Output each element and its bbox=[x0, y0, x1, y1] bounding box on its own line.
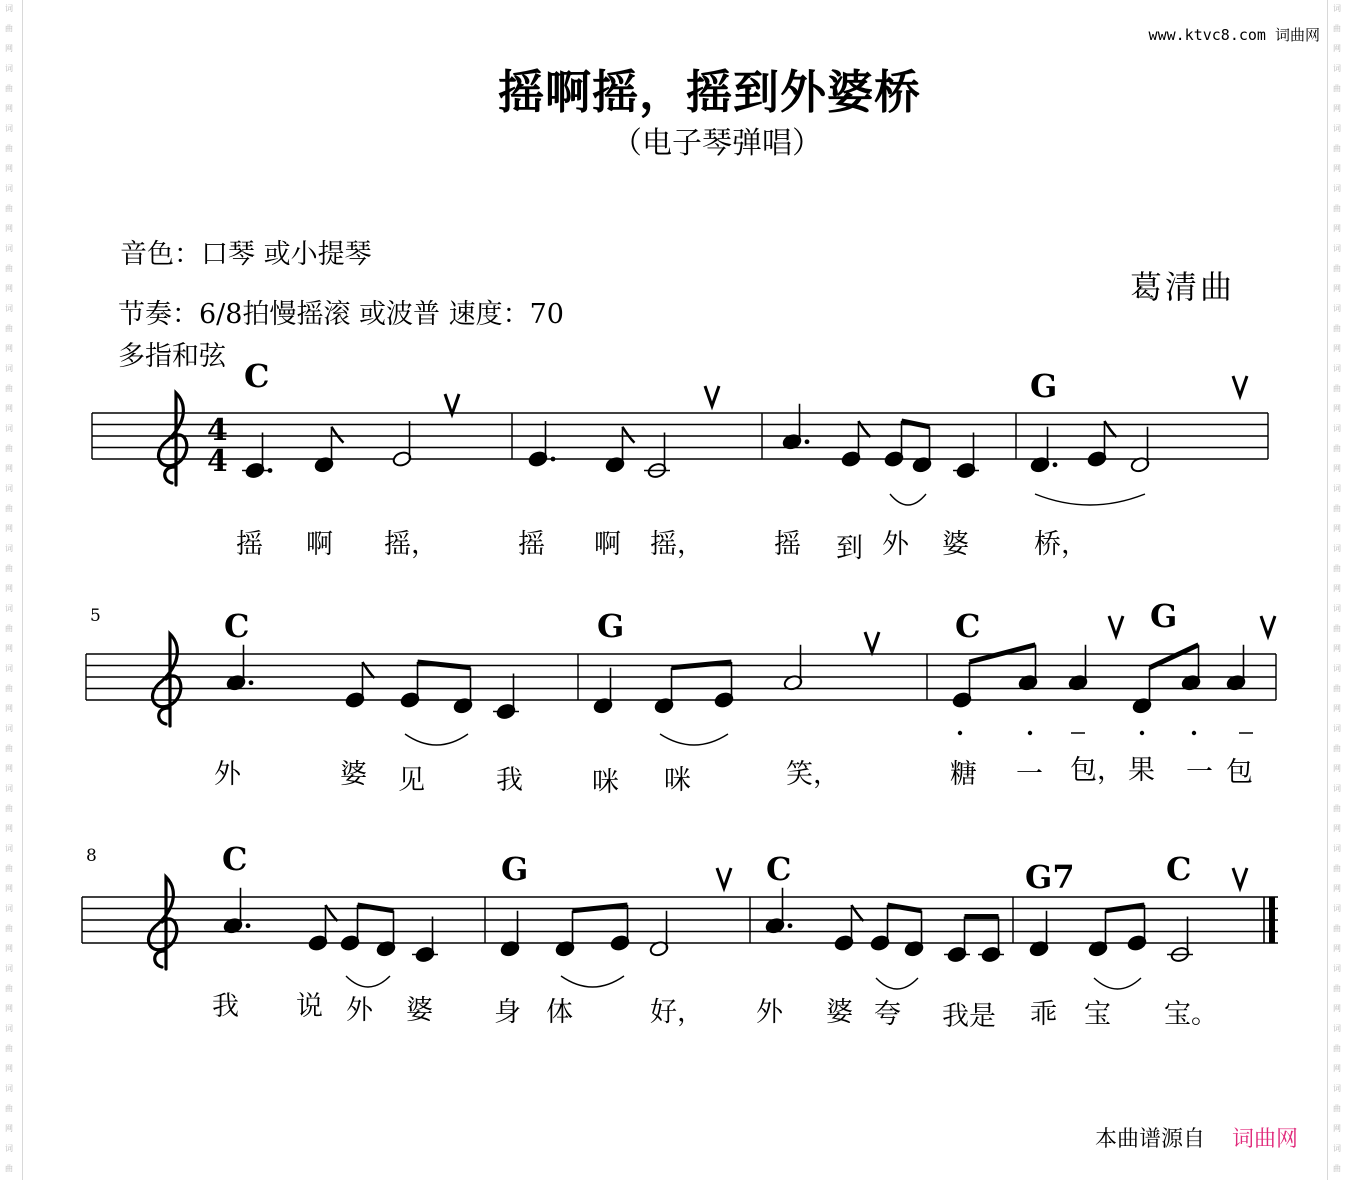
lyric-syllable: 到 bbox=[836, 533, 863, 564]
notes bbox=[223, 404, 1253, 989]
watermark-glyph: 词 bbox=[5, 364, 13, 373]
watermark-glyph: 词 bbox=[5, 784, 13, 793]
watermark-glyph: 词 bbox=[5, 544, 13, 553]
watermark-glyph: 网 bbox=[1333, 284, 1341, 293]
breath-mark-icon bbox=[445, 394, 459, 414]
watermark-glyph: 词 bbox=[1333, 304, 1341, 313]
watermark-glyph: 曲 bbox=[5, 984, 13, 993]
watermark-glyph: 词 bbox=[1333, 364, 1341, 373]
watermark-glyph: 网 bbox=[1333, 644, 1341, 653]
slur bbox=[1035, 494, 1145, 505]
lyric-syllable: 一 bbox=[1186, 757, 1213, 788]
flag bbox=[623, 427, 635, 443]
note bbox=[904, 911, 924, 958]
beam bbox=[573, 905, 628, 911]
note bbox=[493, 674, 519, 721]
watermark-glyph: 曲 bbox=[1333, 264, 1341, 273]
watermark-glyph: 词 bbox=[5, 1144, 13, 1153]
flag bbox=[332, 427, 344, 443]
watermark-glyph: 曲 bbox=[1333, 24, 1341, 33]
staccato-dot bbox=[958, 731, 962, 735]
watermark-glyph: 曲 bbox=[5, 1044, 13, 1053]
watermark-glyph: 词 bbox=[5, 304, 13, 313]
watermark-glyph: 词 bbox=[5, 604, 13, 613]
note bbox=[1132, 668, 1152, 715]
watermark-glyph: 曲 bbox=[5, 204, 13, 213]
watermark-glyph: 曲 bbox=[5, 744, 13, 753]
note bbox=[714, 662, 734, 709]
slur bbox=[1094, 978, 1141, 989]
lyric-syllable: 体 bbox=[546, 997, 573, 1028]
watermark-glyph: 曲 bbox=[1333, 444, 1341, 453]
watermark-glyph: 曲 bbox=[1333, 804, 1341, 813]
watermark-glyph: 网 bbox=[5, 644, 13, 653]
note bbox=[500, 911, 520, 958]
watermark-glyph: 网 bbox=[1333, 1064, 1341, 1073]
dot bbox=[268, 468, 273, 473]
watermark-glyph: 词 bbox=[1333, 124, 1341, 133]
watermark-glyph: 词 bbox=[1333, 184, 1341, 193]
watermark-glyph: 曲 bbox=[1333, 324, 1341, 333]
lyric-syllable: 我 bbox=[212, 991, 239, 1022]
flag bbox=[326, 905, 338, 921]
note bbox=[765, 888, 792, 935]
watermark-glyph: 词 bbox=[1333, 484, 1341, 493]
watermark-glyph: 曲 bbox=[1333, 144, 1341, 153]
lyric-syllable: 摇 bbox=[236, 529, 263, 560]
watermark-glyph: 网 bbox=[1333, 464, 1341, 473]
dot bbox=[551, 457, 556, 462]
slur bbox=[890, 494, 926, 505]
watermark-glyph: 曲 bbox=[5, 864, 13, 873]
watermark-glyph: 网 bbox=[5, 824, 13, 833]
note bbox=[870, 905, 890, 952]
chord-symbol: C bbox=[224, 607, 250, 645]
watermark-glyph: 词 bbox=[1333, 244, 1341, 253]
lyric-syllable: 摇 bbox=[518, 529, 545, 560]
note bbox=[412, 917, 438, 964]
watermark-glyph: 曲 bbox=[1333, 1164, 1341, 1173]
watermark-glyph: 网 bbox=[5, 1124, 13, 1133]
watermark-glyph: 曲 bbox=[1333, 984, 1341, 993]
watermark-glyph: 网 bbox=[1333, 584, 1341, 593]
chord-symbol: C bbox=[766, 850, 792, 888]
watermark-glyph: 词 bbox=[5, 1024, 13, 1033]
watermark-glyph: 曲 bbox=[1333, 684, 1341, 693]
treble-clef-icon bbox=[153, 634, 181, 726]
staccato-dot bbox=[1028, 731, 1032, 735]
lyric-syllable: 乖 bbox=[1030, 999, 1057, 1030]
lyric-syllable: 宝。 bbox=[1164, 999, 1218, 1030]
rhythm-info: 节奏：6/8拍慢摇滚 或波普 速度：70 bbox=[118, 299, 564, 330]
watermark-glyph: 曲 bbox=[5, 144, 13, 153]
lyric-syllable: 见 bbox=[398, 765, 425, 796]
lyric-syllable: 啊 bbox=[306, 529, 333, 560]
watermark-glyph: 词 bbox=[1333, 844, 1341, 853]
watermark-glyph: 网 bbox=[1333, 1004, 1341, 1013]
watermark-glyph: 曲 bbox=[5, 924, 13, 933]
time-signature bbox=[207, 413, 228, 479]
lyric-syllable: 外 bbox=[214, 759, 241, 790]
watermark-glyph: 曲 bbox=[5, 684, 13, 693]
song-subtitle: （电子琴弹唱） bbox=[612, 126, 822, 161]
slur bbox=[876, 978, 918, 989]
watermark-glyph: 网 bbox=[5, 44, 13, 53]
time-signature-bottom: 4 bbox=[207, 444, 228, 479]
watermark-glyph: 网 bbox=[1333, 524, 1341, 533]
lyric-syllable: 果 bbox=[1128, 755, 1155, 786]
lyric-syllable: 我是 bbox=[942, 1001, 996, 1032]
watermark-glyph: 曲 bbox=[5, 264, 13, 273]
note bbox=[223, 888, 250, 935]
breath-mark-icon bbox=[1109, 616, 1123, 636]
lyric-syllable: 摇， bbox=[650, 529, 704, 560]
note bbox=[654, 668, 674, 715]
watermark-glyph: 词 bbox=[1333, 664, 1341, 673]
note bbox=[605, 427, 635, 474]
lyric-syllable: 咪 bbox=[592, 767, 619, 798]
watermark-glyph: 曲 bbox=[1333, 924, 1341, 933]
time-signature-top: 4 bbox=[207, 413, 228, 448]
lyric-syllable: 婆 bbox=[406, 995, 433, 1026]
lyric-syllable: 外 bbox=[346, 995, 373, 1026]
lyric-syllable: 我 bbox=[496, 765, 523, 796]
watermark-glyph: 曲 bbox=[1333, 204, 1341, 213]
slur bbox=[561, 976, 624, 987]
watermark-glyph: 网 bbox=[5, 284, 13, 293]
watermark-glyph: 词 bbox=[5, 1084, 13, 1093]
watermark-glyph: 网 bbox=[1333, 344, 1341, 353]
watermark-glyph: 网 bbox=[5, 764, 13, 773]
watermark-glyph: 网 bbox=[5, 584, 13, 593]
beam bbox=[1106, 905, 1145, 911]
lyric-syllable: 婆 bbox=[942, 529, 969, 560]
chord-symbol: C bbox=[244, 357, 270, 395]
note bbox=[392, 421, 412, 468]
watermark-glyph: 曲 bbox=[1333, 864, 1341, 873]
note bbox=[555, 911, 575, 958]
breath-mark-icon bbox=[1261, 616, 1275, 636]
note bbox=[340, 905, 360, 952]
breath-mark-icon bbox=[717, 868, 731, 888]
watermark-glyph: 网 bbox=[1333, 44, 1341, 53]
beam bbox=[888, 905, 922, 911]
note bbox=[1130, 427, 1150, 474]
watermark-glyph: 词 bbox=[5, 844, 13, 853]
note bbox=[1087, 421, 1117, 468]
watermark-glyph: 网 bbox=[1333, 1124, 1341, 1133]
watermark-glyph: 网 bbox=[5, 704, 13, 713]
breath-mark-icon bbox=[865, 632, 879, 652]
watermark-glyph: 网 bbox=[5, 344, 13, 353]
chord-symbol: C bbox=[955, 607, 981, 645]
note bbox=[953, 433, 979, 480]
watermark-glyph: 网 bbox=[1333, 104, 1341, 113]
lyric-syllable: 婆 bbox=[340, 759, 367, 790]
note bbox=[593, 668, 613, 715]
chord-symbol: G bbox=[1150, 597, 1178, 635]
watermark-glyph: 网 bbox=[5, 524, 13, 533]
song-title: 摇啊摇，摇到外婆桥 bbox=[498, 65, 921, 119]
chord-symbol: G bbox=[1030, 367, 1058, 405]
watermark-glyph: 曲 bbox=[5, 384, 13, 393]
slur bbox=[346, 976, 390, 987]
watermark-glyph: 词 bbox=[1333, 64, 1341, 73]
final-barline bbox=[1269, 897, 1275, 943]
watermark-glyph: 词 bbox=[5, 4, 13, 13]
watermark-glyph: 词 bbox=[5, 64, 13, 73]
note bbox=[1018, 645, 1038, 692]
note bbox=[1167, 917, 1193, 964]
staves bbox=[82, 393, 1278, 969]
watermark-glyph: 词 bbox=[1333, 904, 1341, 913]
chord-symbol: G bbox=[597, 607, 625, 645]
watermark-glyph: 词 bbox=[1333, 784, 1341, 793]
beam bbox=[672, 662, 732, 668]
note bbox=[782, 404, 809, 451]
watermark-glyph: 词 bbox=[1333, 424, 1341, 433]
dot bbox=[788, 923, 793, 928]
watermark-glyph: 网 bbox=[5, 944, 13, 953]
beam bbox=[358, 905, 394, 911]
watermark-glyph: 曲 bbox=[5, 804, 13, 813]
watermark-glyph: 曲 bbox=[5, 324, 13, 333]
breath-mark-icon bbox=[1233, 376, 1247, 396]
lyric-syllable: 外 bbox=[756, 997, 783, 1028]
note bbox=[453, 668, 473, 715]
note bbox=[1068, 645, 1088, 692]
note bbox=[345, 662, 375, 709]
watermark-glyph: 词 bbox=[5, 724, 13, 733]
flag bbox=[363, 662, 375, 678]
watermark-glyph: 词 bbox=[1333, 1084, 1341, 1093]
note bbox=[376, 911, 396, 958]
site-name[interactable]: 词曲网 bbox=[1274, 26, 1320, 44]
watermark-glyph: 词 bbox=[1333, 604, 1341, 613]
watermark-glyph: 网 bbox=[5, 464, 13, 473]
lyric-syllable: 咪 bbox=[664, 765, 691, 796]
note bbox=[783, 645, 803, 692]
lyric-syllable: 摇， bbox=[384, 529, 438, 560]
watermark-glyph: 词 bbox=[1333, 544, 1341, 553]
lyric-syllable: 摇 bbox=[774, 529, 801, 560]
measure-number-8: 8 bbox=[86, 846, 97, 866]
note bbox=[912, 427, 932, 474]
watermark-glyph: 词 bbox=[1333, 1144, 1341, 1153]
watermark-glyph: 网 bbox=[1333, 224, 1341, 233]
beam bbox=[902, 421, 930, 427]
lyric-syllable: 夸 bbox=[874, 999, 901, 1030]
note bbox=[649, 911, 669, 958]
watermark-glyph: 网 bbox=[5, 104, 13, 113]
watermark-glyph: 网 bbox=[5, 1064, 13, 1073]
lyrics-line-2 bbox=[214, 755, 1253, 798]
lyrics-line-3 bbox=[212, 991, 1218, 1032]
staccato-dot bbox=[1140, 731, 1144, 735]
note bbox=[314, 427, 344, 474]
watermark-glyph: 词 bbox=[5, 244, 13, 253]
watermark-glyph: 曲 bbox=[5, 624, 13, 633]
flag bbox=[1105, 421, 1117, 437]
note bbox=[1029, 911, 1049, 958]
note bbox=[978, 917, 1004, 964]
watermark-glyph: 曲 bbox=[1333, 504, 1341, 513]
watermark-glyph: 网 bbox=[1333, 704, 1341, 713]
watermark-glyph: 词 bbox=[5, 964, 13, 973]
dot bbox=[246, 923, 251, 928]
watermark-glyph: 网 bbox=[5, 1004, 13, 1013]
beam bbox=[418, 662, 471, 668]
chord-symbol: C bbox=[1166, 850, 1192, 888]
dot bbox=[805, 439, 810, 444]
watermark-glyph: 网 bbox=[5, 164, 13, 173]
measure-number-5: 5 bbox=[90, 606, 101, 626]
note bbox=[610, 905, 630, 952]
watermark-glyph: 网 bbox=[1333, 164, 1341, 173]
watermark-glyph: 曲 bbox=[1333, 384, 1341, 393]
footer-source-label: 本曲谱源自 bbox=[1095, 1127, 1206, 1152]
lyric-syllable: 好， bbox=[650, 997, 704, 1028]
watermark-glyph: 网 bbox=[1333, 824, 1341, 833]
breath-mark-icon bbox=[1233, 868, 1247, 888]
slur bbox=[405, 734, 468, 745]
note bbox=[528, 421, 555, 468]
watermark-glyph: 曲 bbox=[1333, 1104, 1341, 1113]
treble-clef-icon bbox=[149, 877, 177, 969]
watermark-glyph: 网 bbox=[5, 404, 13, 413]
beam bbox=[1150, 645, 1199, 668]
watermark-glyph: 曲 bbox=[1333, 744, 1341, 753]
watermark-glyph: 网 bbox=[1333, 404, 1341, 413]
watermark-glyph: 词 bbox=[5, 424, 13, 433]
lyric-syllable: 身 bbox=[494, 997, 521, 1028]
lyric-syllable: 桥， bbox=[1034, 529, 1088, 560]
footer-source-link[interactable]: 词曲网 bbox=[1232, 1127, 1299, 1152]
chord-mode-info: 多指和弦 bbox=[118, 341, 226, 372]
watermark-glyph: 曲 bbox=[1333, 1044, 1341, 1053]
note bbox=[841, 421, 871, 468]
note bbox=[400, 662, 420, 709]
note bbox=[1030, 427, 1057, 474]
watermark-glyph: 曲 bbox=[1333, 624, 1341, 633]
lyric-syllable: 包 bbox=[1226, 757, 1253, 788]
watermark-glyph: 曲 bbox=[5, 1164, 13, 1173]
lyrics-line-1 bbox=[236, 529, 1088, 564]
watermark-glyph: 词 bbox=[5, 124, 13, 133]
lyric-syllable: 外 bbox=[882, 529, 909, 560]
breath-mark-icon bbox=[705, 386, 719, 406]
watermark-glyph: 词 bbox=[1333, 1024, 1341, 1033]
note bbox=[242, 433, 272, 480]
chord-symbol: G bbox=[501, 850, 529, 888]
note bbox=[308, 905, 338, 952]
note bbox=[834, 905, 864, 952]
watermark-glyph: 词 bbox=[5, 904, 13, 913]
lyric-syllable: 糖 bbox=[950, 759, 977, 790]
note bbox=[884, 421, 904, 468]
lyric-syllable: 啊 bbox=[594, 529, 621, 560]
staccato-dot bbox=[1192, 731, 1196, 735]
watermark-glyph: 词 bbox=[5, 484, 13, 493]
watermark-glyph: 曲 bbox=[1333, 84, 1341, 93]
watermark-glyph: 曲 bbox=[5, 1104, 13, 1113]
lyric-syllable: 包， bbox=[1070, 755, 1124, 786]
chord-symbol: C bbox=[222, 840, 248, 878]
composer-credit: 葛清曲 bbox=[1130, 268, 1236, 306]
note bbox=[1088, 911, 1108, 958]
note bbox=[944, 917, 970, 964]
watermark-glyph: 网 bbox=[5, 224, 13, 233]
watermark-glyph: 网 bbox=[1333, 884, 1341, 893]
note bbox=[1226, 645, 1246, 692]
watermark-glyph: 网 bbox=[1333, 944, 1341, 953]
tone-info: 音色：口琴 或小提琴 bbox=[120, 239, 372, 270]
watermark-glyph: 曲 bbox=[5, 84, 13, 93]
watermark-glyph: 曲 bbox=[5, 504, 13, 513]
watermark-glyph: 词 bbox=[1333, 4, 1341, 13]
watermark-glyph: 曲 bbox=[5, 444, 13, 453]
watermark-glyph: 词 bbox=[1333, 964, 1341, 973]
flag bbox=[852, 905, 864, 921]
lyric-syllable: 婆 bbox=[826, 997, 853, 1028]
dot bbox=[1053, 462, 1058, 467]
lyric-syllable: 笑， bbox=[786, 759, 840, 790]
watermark-glyph: 词 bbox=[1333, 724, 1341, 733]
lyric-syllable: 宝 bbox=[1084, 999, 1111, 1030]
note bbox=[1127, 905, 1147, 952]
watermark-glyph: 曲 bbox=[1333, 564, 1341, 573]
watermark-glyph: 曲 bbox=[5, 24, 13, 33]
dot bbox=[249, 680, 254, 685]
watermark-glyph: 网 bbox=[1333, 764, 1341, 773]
slur bbox=[660, 734, 728, 745]
note bbox=[226, 645, 253, 692]
lyric-syllable: 一 bbox=[1016, 759, 1043, 790]
watermark-glyph: 词 bbox=[5, 664, 13, 673]
note bbox=[952, 662, 972, 709]
flag bbox=[859, 421, 871, 437]
watermark-glyph: 词 bbox=[5, 184, 13, 193]
site-url[interactable]: www.ktvc8.com bbox=[1148, 26, 1266, 44]
treble-clef-icon bbox=[159, 393, 187, 485]
lyric-syllable: 说 bbox=[296, 991, 323, 1022]
watermark-glyph: 网 bbox=[5, 884, 13, 893]
chord-symbol: G7 bbox=[1025, 858, 1075, 896]
note bbox=[644, 433, 670, 480]
watermark-glyph: 曲 bbox=[5, 564, 13, 573]
